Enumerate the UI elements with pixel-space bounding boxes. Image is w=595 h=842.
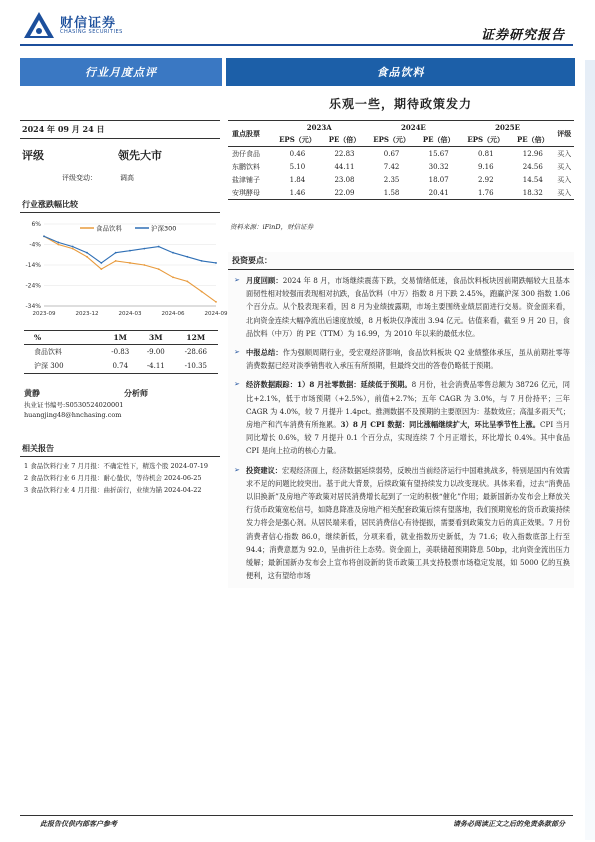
rating-label: 评级 — [22, 149, 44, 162]
data-point — [215, 301, 217, 303]
header-rule — [20, 44, 573, 46]
stock-metric: 18.07 — [428, 175, 449, 184]
y-tick-label: -14% — [25, 262, 41, 269]
related-report-link[interactable]: 2 食品饮料行业 6 月月报：耐心蛰伏，等待机会 2024-06-25 — [24, 474, 202, 482]
stocks-source: 资料来源：iFinD，财信证券 — [230, 223, 314, 231]
stocks-table — [228, 120, 574, 200]
data-point — [86, 256, 88, 258]
stocks-header-name: 重点股票 — [232, 128, 260, 138]
footer-left: 此报告仅供内部客户参考 — [40, 819, 117, 828]
rating-change-value: 调高 — [120, 174, 134, 182]
series-line-hs300 — [44, 236, 216, 263]
data-point — [186, 281, 188, 283]
data-point — [86, 252, 88, 254]
table-row — [228, 147, 574, 161]
stock-metric: 0.46 — [289, 149, 306, 158]
table-row — [228, 186, 574, 200]
rating-change — [20, 173, 220, 183]
stocks-header-year: 2025E — [495, 122, 520, 132]
perf-chart — [20, 218, 228, 320]
stocks-subheader: EPS（元） — [467, 134, 505, 144]
legend-label: 食品饮料 — [96, 224, 122, 233]
stock-metric: 18.32 — [522, 188, 543, 197]
data-point — [172, 276, 174, 278]
stock-metric: 24.56 — [522, 162, 543, 171]
perf-cell: 食品饮料 — [34, 348, 62, 356]
report-headline: 乐观一些，期待政策发力 — [328, 97, 472, 111]
stock-metric: 1.46 — [289, 188, 306, 197]
data-point — [115, 252, 117, 254]
y-tick-label: -24% — [25, 282, 41, 290]
logo-subtitle: CHASING SECURITIES — [60, 29, 123, 35]
stock-name: 东鹏饮料 — [232, 162, 260, 171]
related-reports — [20, 440, 220, 496]
table-row — [24, 345, 218, 360]
logo-icon — [22, 10, 56, 40]
y-tick-label: -34% — [25, 303, 41, 310]
bullet-icon: ➢ — [234, 348, 240, 357]
data-point — [100, 268, 102, 270]
summary-paragraph — [228, 274, 574, 340]
data-point — [201, 291, 203, 293]
summary-paragraph — [228, 346, 574, 372]
data-point — [72, 248, 74, 250]
data-point — [158, 246, 160, 248]
stocks-header-year: 2023A — [306, 122, 332, 132]
logo — [20, 8, 140, 42]
stock-metric: 1.84 — [289, 175, 306, 184]
perf-cell: 沪深 300 — [34, 362, 64, 370]
data-point — [143, 264, 145, 266]
stock-name: 盐津铺子 — [232, 175, 260, 184]
stock-rating: 买入 — [557, 149, 572, 158]
y-tick-label: 6% — [31, 221, 41, 228]
perf-header: 1M — [113, 333, 127, 342]
stock-metric: 30.32 — [428, 162, 449, 171]
analyst-block — [24, 388, 218, 420]
stocks-header-year: 2024E — [400, 122, 426, 132]
table-row — [24, 359, 218, 374]
related-report-link[interactable]: 3 食品饮料行业 4 月月报：曲折前行，业绩为锚 2024-04-22 — [24, 486, 202, 494]
data-point — [57, 244, 59, 246]
x-tick-label: 2023-09 — [32, 311, 56, 317]
paragraph-lead: 中报总结： — [246, 348, 283, 358]
perf-cell: -9.00 — [146, 348, 165, 356]
data-point — [115, 260, 117, 262]
perf-cell: -4.11 — [146, 362, 165, 370]
stock-metric: 20.41 — [428, 188, 449, 197]
paragraph-lead: 3）8 月 CPI 数据：同比涨幅继续扩大，环比呈季节性上涨。 — [340, 420, 540, 430]
bullet-icon: ➢ — [234, 380, 240, 389]
analyst-email[interactable]: huangjing48@hnchasing.com — [24, 411, 122, 419]
document-type: 证券研究报告 — [480, 28, 565, 43]
x-tick-label: 2024-06 — [161, 311, 185, 317]
stock-metric: 9.16 — [477, 162, 494, 171]
paragraph-text: CPI 当月同比增长 0.6%，较 7 月提升 0.1 个百分点，实现连续 7 个月正增长，环比增长 0.4%。其中食品 CPI 是向上拉动的核心力量。 — [246, 420, 570, 456]
data-point — [186, 256, 188, 258]
logo-name: 财信证券 — [60, 16, 117, 31]
stock-metric: 22.83 — [334, 149, 355, 158]
paragraph-text: 作为强顺周期行业，受宏观经济影响，食品饮料板块 Q2 业绩整体承压，虽从前期社零等消费数据已经对淡季销售收入承压有所预期，但最终交出的答卷仍略低于预期。 — [246, 348, 570, 371]
stock-metric: 15.67 — [428, 149, 449, 158]
stock-name: 劲仔食品 — [232, 149, 260, 158]
page-edge-decoration — [585, 60, 595, 840]
stocks-subheader: PE（倍） — [422, 134, 455, 144]
x-tick-label: 2024-03 — [118, 311, 142, 317]
data-point — [129, 250, 131, 252]
perf-cell: 0.74 — [112, 362, 129, 370]
industry-banner: 食品饮料 — [226, 58, 575, 86]
data-point — [129, 262, 131, 264]
stock-rating: 买入 — [557, 162, 572, 171]
summary-paragraph — [228, 464, 574, 583]
paragraph-text: 8 月份，社会消费品零售总额为 38726 亿元，同比+2.1%，低于市场预期（+2.5%），前值+2.7%；五年 CAGR 为 3.0%，与 7 月份持平；三年 CAGR 为 4.0%，较 7 月提升 1.4pct。推测数据不及预期的主要原因为：基数效应；高温多雨天气；房地产和汽车消费有所拖累。 — [246, 380, 570, 430]
data-point — [57, 242, 59, 244]
related-title: 相关报告 — [20, 440, 220, 457]
analyst-name: 黄静 — [24, 388, 40, 398]
x-tick-label: 2024-09 — [204, 311, 228, 317]
perf-section-title: 行业涨跌幅比较 — [20, 197, 220, 213]
stock-metric: 14.54 — [522, 175, 543, 184]
table-row — [228, 160, 574, 173]
bullet-icon: ➢ — [234, 465, 240, 474]
stock-metric: 44.11 — [334, 162, 355, 171]
data-point — [172, 252, 174, 254]
paragraph-lead: 投资建议： — [246, 465, 282, 475]
stock-metric: 0.81 — [477, 149, 494, 158]
summary-paragraph — [228, 378, 574, 457]
stock-metric: 7.42 — [383, 162, 400, 171]
perf-cell: -0.83 — [111, 348, 130, 356]
stocks-subheader: EPS（元） — [279, 134, 316, 144]
data-point — [43, 235, 45, 237]
perf-table — [24, 330, 218, 374]
stock-metric: 23.08 — [334, 175, 355, 184]
paragraph-text: 2024 年 8 月，市场继续震荡下跌，交易情绪低迷，食品饮料板块因前期跌幅较大且基本面韧性相对较强而表现相对抗跌，食品饮料（中万）指数 8 月下跌 2.45%，跑赢沪深 300 指数 1.06 个百分点。从个股表现来看，因 8 月为业绩披露期，市场主要围绕业绩层面进行交易。资金面来看，北向资金连续大幅净流出后速度放缓，8 月板块仅净流出 3.94 亿元。估值来看，截至 9 月 20 日，食品饮料（中万）的 PE（TTM）为 16.99，为 2010 年以来的最低水位。 — [246, 276, 570, 338]
x-tick-label: 2023-12 — [75, 311, 99, 317]
data-point — [143, 248, 145, 250]
stock-metric: 1.58 — [383, 188, 400, 197]
stock-metric: 22.09 — [334, 188, 355, 197]
stock-metric: 2.92 — [477, 175, 494, 184]
stock-name: 安琪酵母 — [232, 188, 260, 197]
stock-rating: 买入 — [557, 175, 572, 184]
report-type-banner: 行业月度点评 — [20, 58, 222, 86]
y-tick-label: -4% — [29, 241, 41, 249]
stock-metric: 2.35 — [383, 175, 400, 184]
paragraph-text: 宏观经济面上，经济数据延续弱势，反映出当前经济运行中国难挑战多，特别是国内有效需求不足的问题比较突出。基于此大背景，后续政策有望持续发力以改变现状。具体来看，过去“消费品以旧换新”及房地产等政策对居民消费增长起到了一定的积极“催化”作用；最新国新办发布会上释放关行货币政策宽松信号，如降息降准及房地产相关配套政策后续有望落地，我们预期宽松的货币政策持续发力将会是强心剂。从居民端来看，居民消费信心有待提振，需要看到政策发力后的真正效果。7 月份消费者信心指数 86.0，继续新低，分项来看，就业指数历史新低，为 71.6；收入指数底部上行至 94.4；消费意愿为 92.0，呈曲折往上态势。资金面上，美联储超预期降息 50bp，北向资金流出压力缓解；最新国新办发布会上宣布将创设新的货币政策工具支持股票市场稳定发展，如 5000 亿的互换便利，这有望给市场 — [246, 465, 570, 581]
data-point — [158, 268, 160, 270]
footer-rule — [20, 815, 573, 816]
stocks-subheader: PE（倍） — [517, 134, 549, 144]
perf-header: 3M — [149, 333, 163, 342]
stock-metric: 12.96 — [522, 149, 543, 158]
analyst-cert: 执业证书编号:S0530524020001 — [24, 401, 124, 409]
footer-right: 请务必阅读正文之后的免责条款部分 — [453, 819, 565, 828]
perf-cell: -28.66 — [184, 348, 207, 356]
data-point — [100, 262, 102, 264]
data-point — [201, 260, 203, 262]
stock-metric: 1.76 — [477, 188, 494, 197]
paragraph-lead: 经济数据跟踪：1）8 月社零数据：延续低于预期。 — [246, 380, 412, 390]
rating-value: 领先大市 — [118, 149, 162, 162]
table-row — [228, 173, 574, 186]
summary-title: 投资要点： — [228, 252, 574, 270]
legend-label: 沪深300 — [151, 224, 177, 233]
stocks-subheader: PE（倍） — [328, 134, 361, 144]
stock-metric: 5.10 — [289, 162, 306, 171]
related-report-link[interactable]: 1 食品饮料行业 7 月月报：不确定性下，精选个股 2024-07-19 — [24, 462, 209, 470]
data-point — [72, 246, 74, 248]
stocks-subheader: EPS（元） — [373, 134, 410, 144]
perf-cell: -10.35 — [184, 362, 207, 370]
stock-rating: 买入 — [557, 188, 572, 197]
stock-metric: 0.67 — [383, 149, 400, 158]
bullet-icon: ➢ — [234, 276, 240, 284]
data-point — [215, 262, 217, 264]
analyst-names — [24, 388, 218, 398]
rating-change-label: 评级变动： — [62, 174, 97, 182]
report-date: 2024 年 09 月 24 日 — [20, 120, 220, 139]
summary — [228, 252, 574, 588]
perf-header: 12M — [186, 333, 206, 342]
paragraph-lead: 月度回顾： — [246, 276, 283, 285]
perf-chart-svg — [20, 218, 228, 320]
analyst-role: 分析师 — [124, 388, 148, 398]
sidebar-meta — [20, 120, 220, 213]
perf-header: % — [34, 333, 42, 342]
stocks-header-rating: 评级 — [557, 128, 572, 138]
rating-row — [20, 147, 220, 163]
